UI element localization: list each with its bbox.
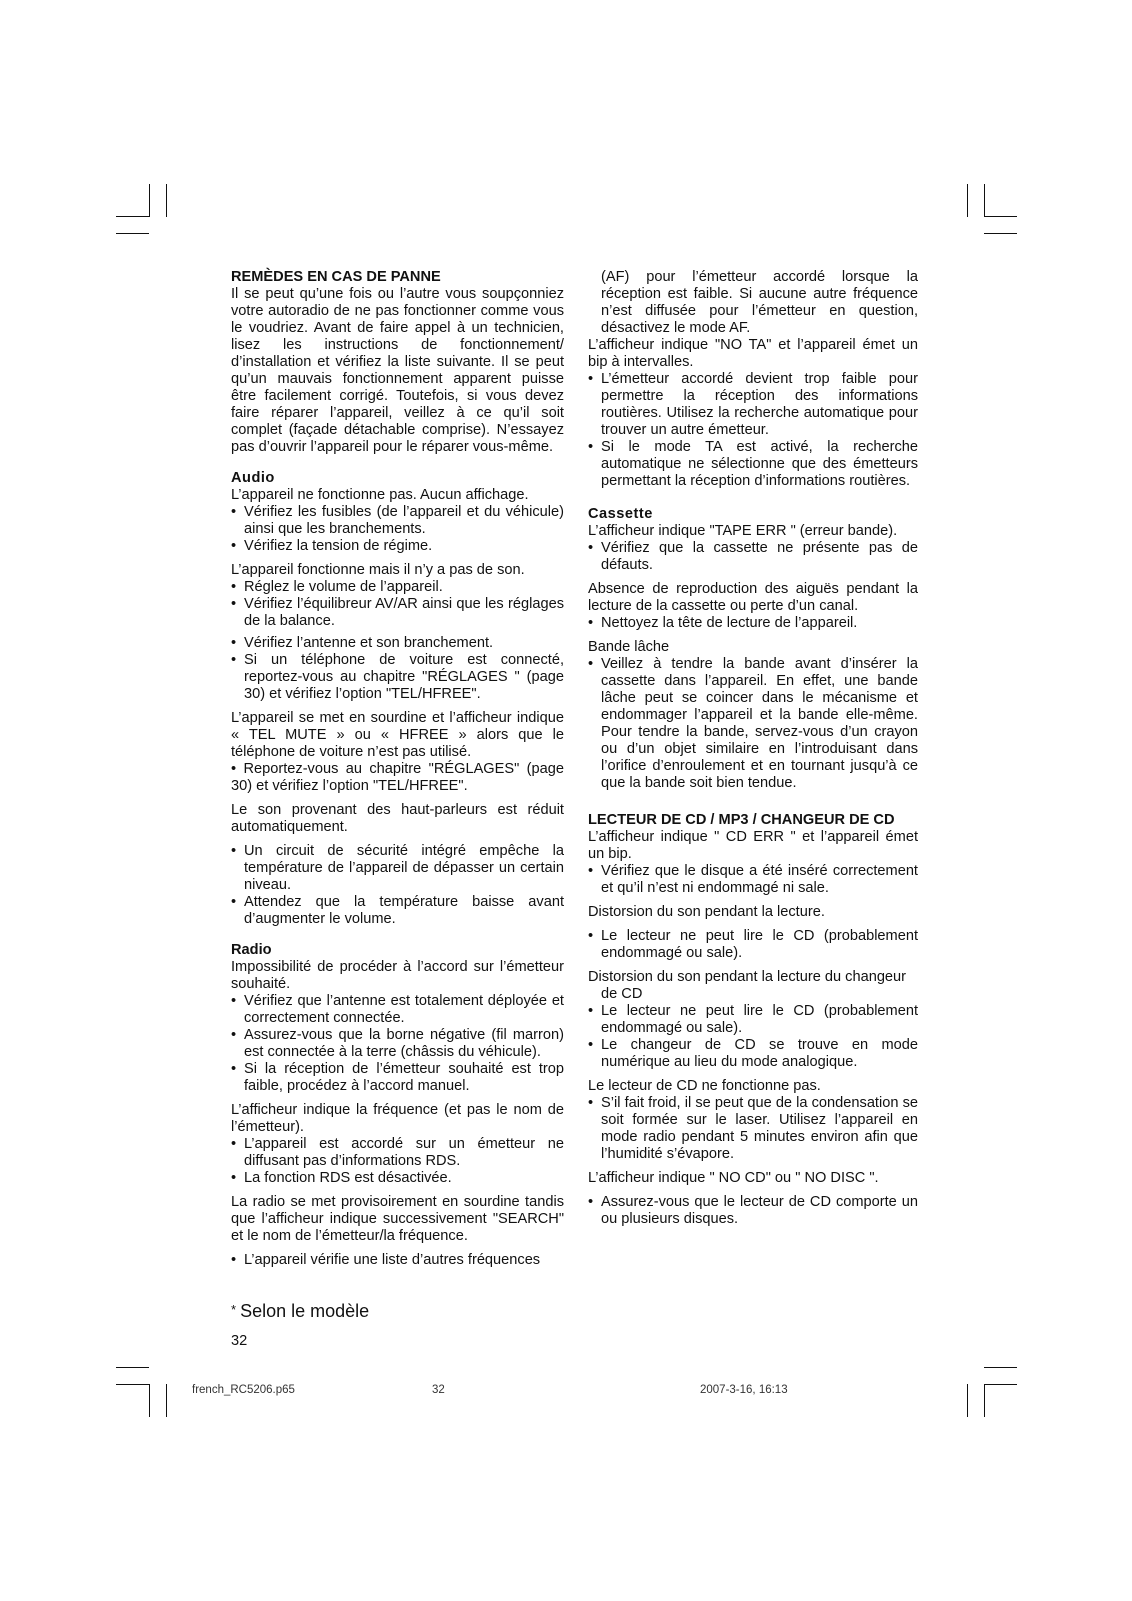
list-item: • L’appareil est accordé sur un émetteur ne diffusant pas d’informations RDS. xyxy=(231,1136,564,1170)
bullet-list xyxy=(231,993,564,1095)
list-item: • Si le mode TA est activé, la recherche automatique ne sélectionne que des émetteurs permettant la réception d’informations routières. xyxy=(588,439,918,490)
paragraph: L’afficheur indique "NO TA" et l’appareil émet un bip à intervalles. xyxy=(588,337,918,370)
list-item: • Vérifiez que la cassette ne présente pas de défauts. xyxy=(588,540,918,574)
list-item: • Vérifiez que le disque a été inséré correctement et qu’il n’est ni endommagé ni sale. xyxy=(588,863,918,897)
list-item: • Le lecteur ne peut lire le CD (probablement endommagé ou sale). xyxy=(588,928,918,962)
bullet-list xyxy=(231,1136,564,1187)
paragraph: L’appareil fonctionne mais il n’y a pas de son. xyxy=(231,562,525,578)
crop-mark xyxy=(984,184,985,217)
paragraph: L’afficheur indique la fréquence (et pas le nom de l’émetteur). xyxy=(231,1102,564,1135)
bullet-list xyxy=(588,1095,918,1163)
crop-mark xyxy=(967,184,968,217)
paragraph: (AF) pour l’émetteur accordé lorsque la réception est faible. Si aucune autre fréquence n’est diffusée pour l’émetteur en question, désactivez le mode AF. xyxy=(601,269,918,336)
crop-mark xyxy=(984,1384,1017,1385)
crop-mark xyxy=(166,1384,167,1417)
crop-mark xyxy=(984,216,1017,217)
list-item: • Vérifiez la tension de régime. xyxy=(231,538,564,555)
page-number: 32 xyxy=(231,1333,248,1349)
crop-mark xyxy=(149,184,150,217)
list-item: • L’émetteur accordé devient trop faible pour permettre la réception des informations routières. Utilisez la recherche automatique pour trouver un autre émetteur. xyxy=(588,371,918,439)
list-item: • Assurez-vous que la borne négative (fil marron) est connectée à la terre (châssis du véhicule). xyxy=(231,1027,564,1061)
slug-page: 32 xyxy=(432,1384,445,1396)
paragraph: L’afficheur indique " CD ERR " et l’appareil émet un bip. xyxy=(588,829,918,862)
paragraph: Le lecteur de CD ne fonctionne pas. xyxy=(588,1078,821,1094)
slug-date: 2007-3-16, 16:13 xyxy=(700,1384,788,1396)
left-column xyxy=(231,269,564,1276)
list-item: • La fonction RDS est désactivée. xyxy=(231,1170,564,1187)
audio-heading: Audio xyxy=(231,470,275,486)
paragraph: Distorsion du son pendant la lecture. xyxy=(588,904,825,920)
crop-mark xyxy=(984,1384,985,1417)
radio-heading: Radio xyxy=(231,942,272,958)
paragraph: • Reportez-vous au chapitre "RÉGLAGES" (page 30) et vérifiez l’option "TEL/HFREE". xyxy=(231,761,564,794)
bullet-list xyxy=(588,540,918,574)
list-item: • Attendez que la température baisse avant d’augmenter le volume. xyxy=(231,894,564,928)
list-item: • Vérifiez les fusibles (de l’appareil et du véhicule) ainsi que les branchements. xyxy=(231,504,564,538)
bullet-list xyxy=(588,863,918,897)
bullet-list xyxy=(588,1003,918,1071)
intro-paragraph: Il se peut qu’une fois ou l’autre vous soupçonniez votre autoradio de ne pas fonctionner comme vous le voudriez. Avant de faire appel à un technicien, lisez les instructions de fonctionnement/ d’installation et vérifiez la liste suivante. Il se peut qu’un mauvais fonctionnement apparent puisse être facilement corrigé. Toutefois, si vous devez faire réparer l’appareil, veillez à ce qu’il soit complet (façade détachable comprise). N’essayez pas d’ouvrir l’appareil pour le réparer vous-même. xyxy=(231,286,564,455)
paragraph: Impossibilité de procéder à l’accord sur l’émetteur souhaité. xyxy=(231,959,564,992)
list-item: • Si la réception de l’émetteur souhaité est trop faible, procédez à l’accord manuel. xyxy=(231,1061,564,1095)
crop-mark xyxy=(967,1384,968,1417)
crop-mark xyxy=(984,1367,1017,1368)
bullet-list xyxy=(231,579,564,703)
bullet-list xyxy=(588,656,918,792)
crop-mark xyxy=(116,216,149,217)
crop-mark xyxy=(116,233,149,234)
footnote-star: * xyxy=(231,1302,237,1317)
list-item: • S’il fait froid, il se peut que de la condensation se soit formée sur le laser. Utilisez l’appareil en mode radio pendant 5 minutes environ afin que l’humidité s’évapore. xyxy=(588,1095,918,1163)
bullet-list xyxy=(588,1194,918,1228)
paragraph: Distorsion du son pendant la lecture du changeur xyxy=(588,969,907,985)
cassette-heading: Cassette xyxy=(588,506,653,522)
footnote-text: Selon le modèle xyxy=(240,1301,370,1321)
paragraph: L’appareil ne fonctionne pas. Aucun affichage. xyxy=(231,487,529,503)
list-item: • Réglez le volume de l’appareil. xyxy=(231,579,564,596)
section-title: REMÈDES EN CAS DE PANNE xyxy=(231,269,441,285)
paragraph: La radio se met provisoirement en sourdine tandis que l’afficheur indique successivement "SEARCH" et le nom de l’émetteur/la fréquence. xyxy=(231,1194,564,1244)
crop-mark xyxy=(149,1384,150,1417)
crop-mark xyxy=(116,1384,149,1385)
bullet-list xyxy=(588,371,918,490)
paragraph: Absence de reproduction des aiguës pendant la lecture de la cassette ou perte d’un canal. xyxy=(588,581,918,614)
list-item: • Le changeur de CD se trouve en mode numérique au lieu du mode analogique. xyxy=(588,1037,918,1071)
list-item: • Si un téléphone de voiture est connecté, reportez-vous au chapitre "RÉGLAGES " (page 30) et vérifiez l’option "TEL/HFREE". xyxy=(231,652,564,703)
list-item: • Vérifiez l’antenne et son branchement. xyxy=(231,635,564,652)
list-item: • L’appareil vérifie une liste d’autres fréquences xyxy=(231,1252,564,1269)
list-item: • Vérifiez l’équilibreur AV/AR ainsi que les réglages de la balance. xyxy=(231,596,564,630)
crop-mark xyxy=(984,233,1017,234)
paragraph: Bande lâche xyxy=(588,639,670,655)
paragraph: L’afficheur indique "TAPE ERR " (erreur bande). xyxy=(588,523,898,539)
crop-mark xyxy=(116,1367,149,1368)
paragraph: Le son provenant des haut-parleurs est réduit automatiquement. xyxy=(231,802,564,835)
right-column xyxy=(588,269,918,1235)
crop-mark xyxy=(166,184,167,217)
bullet-list xyxy=(588,928,918,962)
bullet-list xyxy=(231,843,564,928)
bullet-list xyxy=(231,1252,564,1269)
list-item: • Le lecteur ne peut lire le CD (probablement endommagé ou sale). xyxy=(588,1003,918,1037)
bullet-list xyxy=(231,504,564,555)
paragraph: L’afficheur indique " NO CD" ou " NO DISC ". xyxy=(588,1170,879,1186)
paragraph: de CD xyxy=(601,986,643,1002)
cd-heading: LECTEUR DE CD / MP3 / CHANGEUR DE CD xyxy=(588,812,895,828)
list-item: • Nettoyez la tête de lecture de l’appareil. xyxy=(588,615,918,632)
list-item: • Assurez-vous que le lecteur de CD comporte un ou plusieurs disques. xyxy=(588,1194,918,1228)
list-item: • Veillez à tendre la bande avant d’insérer la cassette dans l’appareil. En effet, une bande lâche peut se coincer dans le mécanisme et endommager l’appareil et la bande elle-même. Pour tendre la bande, servez-vous d’un crayon ou d’un objet similaire en l’introduisant dans l’orifice d’enroulement et en tournant jusqu’à ce que la bande soit bien tendue. xyxy=(588,656,918,792)
slug-filename: french_RC5206.p65 xyxy=(192,1384,295,1396)
list-item: • Un circuit de sécurité intégré empêche la température de l’appareil de dépasser un certain niveau. xyxy=(231,843,564,894)
list-item: • Vérifiez que l’antenne est totalement déployée et correctement connectée. xyxy=(231,993,564,1027)
footnote xyxy=(231,1301,369,1322)
bullet-list xyxy=(588,615,918,632)
paragraph: L’appareil se met en sourdine et l’afficheur indique « TEL MUTE » ou « HFREE » alors que le téléphone de voiture n’est pas utilisé. xyxy=(231,710,564,760)
